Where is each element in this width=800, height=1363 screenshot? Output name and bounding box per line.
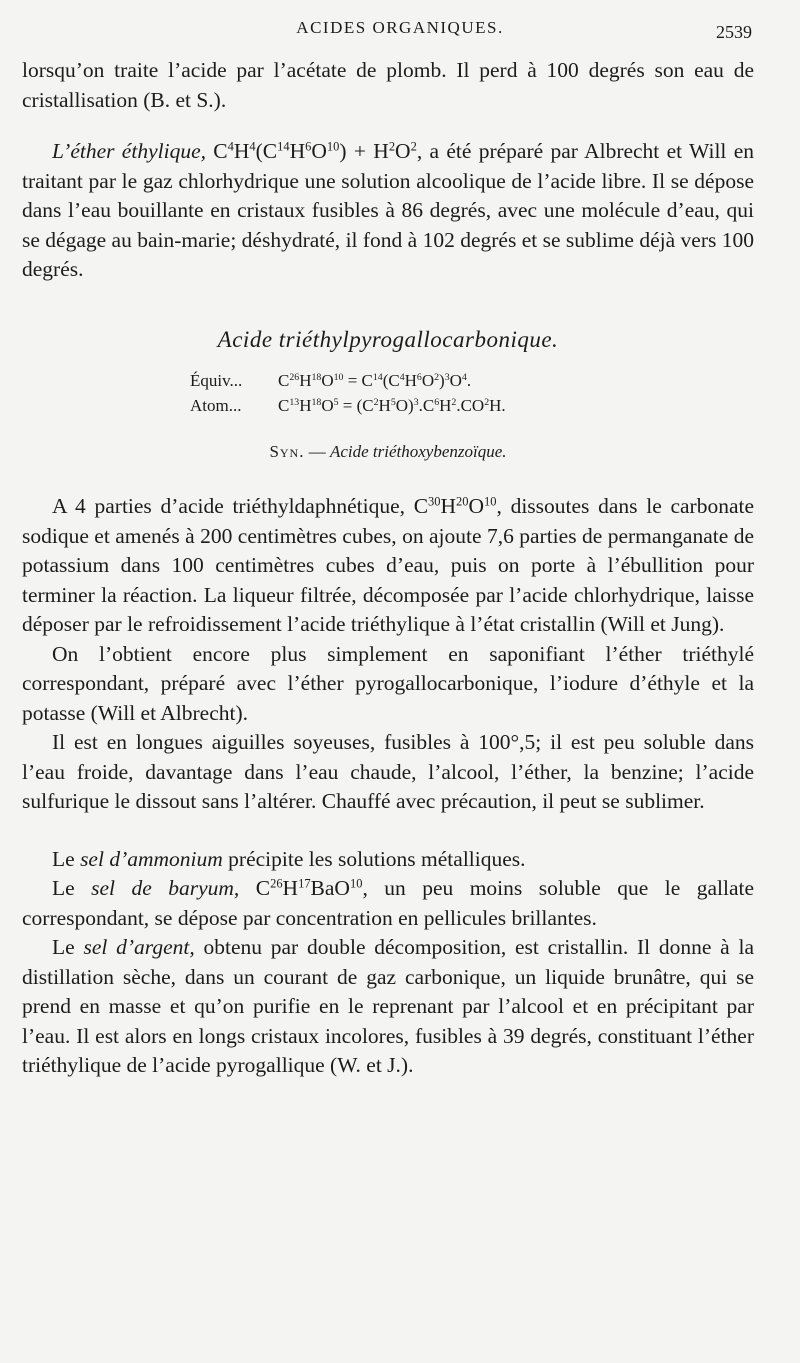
synonym-name: Acide triéthoxybenzoïque. <box>329 442 507 461</box>
paragraph-baryum-salt <box>22 874 754 933</box>
atom-label: Atom... <box>190 396 242 415</box>
argent-text: obtenu par double décomposition, est cristallin. Il donne à la distillation sèche, dans un courant de gaz carbonique, un liquide brunâtre, qui se prend en masse et qu’on purifie en le reprenant par l’alcool et en précipitant par l’eau. Il est alors en longs cristaux incolores, fusibles à 39 degrés, constituant l’éther triéthylique de l’acide pyrogallique (W. et J.). <box>22 935 754 1077</box>
paragraph-silver-salt <box>22 933 754 1081</box>
equiv-formula: $C^{26}H^{18}O^{10} = C^{14}(C^4H^6O^2)^3O^4$. <box>278 371 472 390</box>
equiv-label: Équiv... <box>190 371 243 390</box>
paragraph-ammonium-salt <box>22 845 754 875</box>
silver-salt-name: sel d’argent, <box>83 935 195 959</box>
paragraph-saponification: On l’obtient encore plus simplement en saponifiant l’éther triéthylé correspondant, préparé avec l’éther pyrogallocarbonique, l’iodure d’éthyle et la potasse (Will et Albrecht). <box>22 641 754 725</box>
argent-prefix: Le <box>52 935 75 959</box>
paragraph-ethyl-ether <box>22 137 754 285</box>
ammonium-text: précipite les solutions métalliques. <box>228 846 526 871</box>
body-text <box>22 56 754 1081</box>
atom-formula: $C^{13}H^{18}O^5 = (C^2H^5O)^3.C^6H^2.CO^2H$. <box>278 396 506 415</box>
baryum-formula: $C^{26}H^{17}BaO^{10}$, <box>255 876 368 900</box>
running-title: ACIDES ORGANIQUES. <box>296 18 504 37</box>
ethyl-ether-name: L’éther éthylique, <box>52 139 206 163</box>
paragraph-properties: Il est en longues aiguilles soyeuses, fusibles à 100°,5; il est peu soluble dans l’eau froide, davantage dans l’eau chaude, l’alcool, l’éther, la benzine; l’acide sulfurique le dissout sans l’altérer. Chauffé avec précaution, il peut se sublimer. <box>22 730 754 813</box>
ethyl-ether-text: a été préparé par Albrecht et Will en traitant par le gaz chlorhydrique une solution alcoolique de l’acide libre. Il se dépose dans l’eau bouillante en cristaux fusibles à 86 degrés, avec une molécule d’eau, qui se dégage au bain-marie; déshydraté, il fond à 102 degrés et se sublime déjà vers 100 degrés. <box>22 139 754 281</box>
synonym-dash: — <box>304 442 330 461</box>
paragraph-preparation: A 4 parties d’acide triéthyldaphnétique, $C^{30}H^{20}O^{10}$, dissoutes dans le carbonate sodique et amenés à 200 centimètres cubes, on ajoute 7,6 parties de permanganate de potassium dans 100 centimètres cubes d’eau, puis on porte à l’ébullition pour terminer la réaction. La liqueur filtrée, décomposée par l’acide chlorhydrique, laisse déposer par le refroidissement l’acide triéthylique à l’état cristallin (Will et Jung). <box>22 494 755 636</box>
formula-block <box>190 368 754 418</box>
baryum-salt-name: sel de baryum, <box>91 876 240 900</box>
ammonium-salt-name: sel d’ammonium <box>80 846 223 871</box>
page-number: 2539 <box>716 22 752 42</box>
ammonium-prefix: Le <box>52 846 75 871</box>
paragraph-intro: lorsqu’on traite l’acide par l’acétate de plomb. Il perd à 100 degrés son eau de cristallisation (B. et S.). <box>22 58 754 112</box>
synonym-line <box>22 440 754 464</box>
synonym-label: Syn. <box>269 442 305 461</box>
ethyl-ether-formula: $C^4H^4(C^{14}H^6O^{10}) + H^2O^2$, <box>213 139 423 163</box>
formula-row-atom <box>190 393 754 418</box>
running-head <box>0 14 800 44</box>
baryum-text: un peu moins soluble que le gallate correspondant, se dépose par concentration en pellicules brillantes. <box>22 876 755 930</box>
formula-row-equiv <box>190 368 754 393</box>
baryum-prefix: Le <box>52 876 75 900</box>
section-title: Acide triéthylpyrogallocarbonique. <box>217 326 559 352</box>
